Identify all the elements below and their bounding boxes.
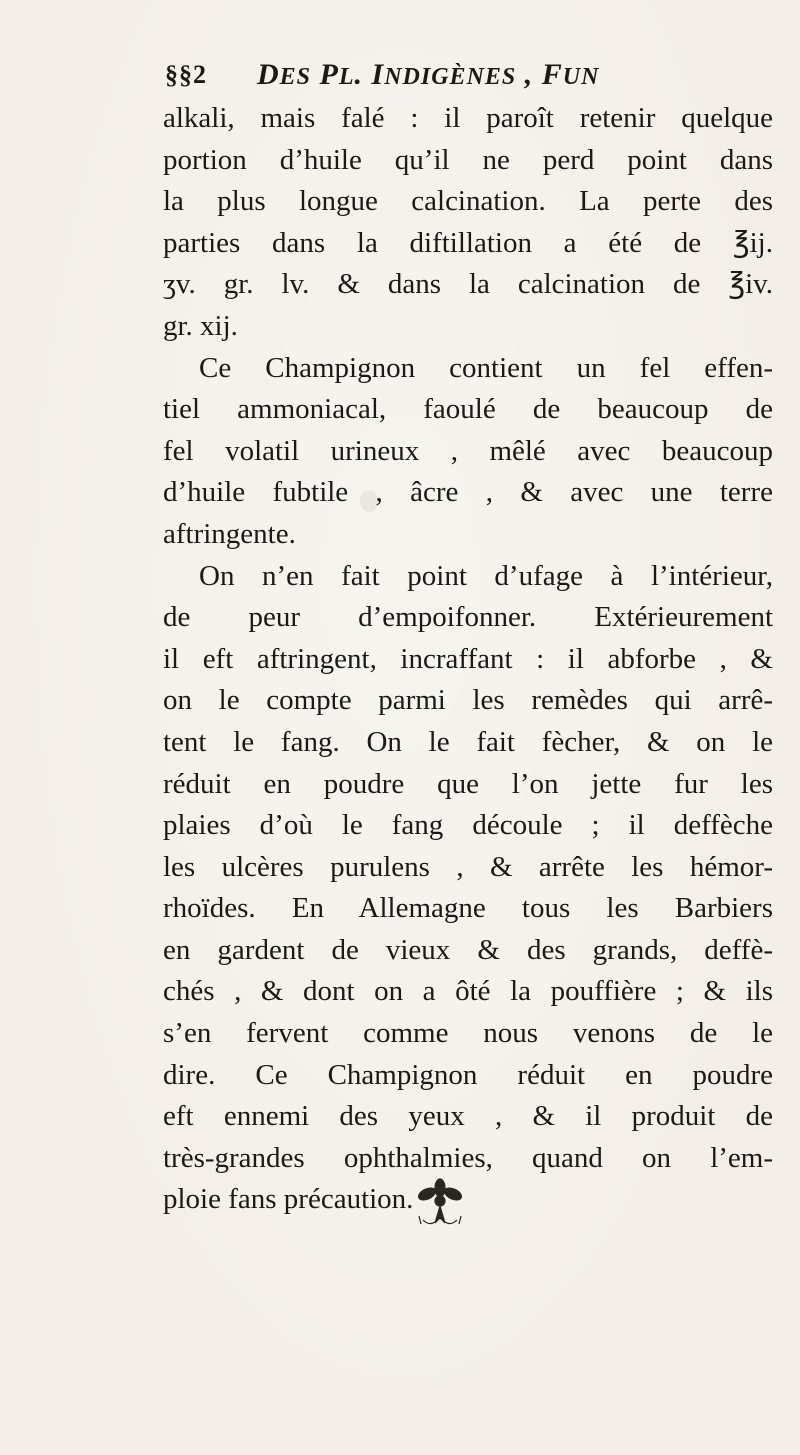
running-title: [257, 58, 599, 92]
body-text: [163, 98, 773, 1221]
title-part: D: [257, 58, 280, 91]
text-line: Ce Champignon contient un fel effen-: [199, 351, 773, 384]
text-line: On n’en fait point d’ufage à l’intérieur,: [199, 559, 773, 592]
text-line: ploie fans précaution.: [163, 1183, 414, 1216]
text-line: eft ennemi des yeux , & il produit de: [163, 1100, 773, 1133]
text-line: gr. xij.: [163, 309, 238, 342]
title-part: ES: [279, 64, 312, 90]
text-line: il eft aftringent, incraffant : il abforbe , &: [163, 642, 773, 675]
text-line: rhoïdes. En Allemagne tous les Barbiers: [163, 892, 773, 925]
page-number: §§2: [165, 60, 207, 89]
text-line: les ulcères purulens , & arrête les hémor-: [163, 850, 773, 883]
text-line: d’huile fubtile , âcre , & avec une terre: [163, 476, 773, 509]
text-line: plaies d’où le fang découle ; il deffèche: [163, 809, 773, 842]
text-line: la plus longue calcination. La perte des: [163, 185, 773, 218]
title-part: . I: [354, 58, 385, 91]
text-line: parties dans la diftillation a été de ℥ij.: [163, 226, 773, 259]
text-line: portion d’huile qu’il ne perd point dans: [163, 143, 773, 176]
running-header: [165, 58, 765, 98]
text-line: en gardent de vieux & des grands, deffè-: [163, 933, 773, 966]
title-part: F: [541, 58, 563, 91]
text-line: chés , & dont on a ôté la pouffière ; & ils: [163, 975, 773, 1008]
title-part: L: [338, 64, 355, 90]
text-line: fel volatil urineux , mêlé avec beaucoup: [163, 434, 773, 467]
text-line: dire. Ce Champignon réduit en poudre: [163, 1058, 773, 1091]
fleuron-ornament-icon: [405, 1168, 475, 1238]
text-line: tiel ammoniacal, faoulé de beaucoup de: [163, 393, 773, 426]
text-line: alkali, mais falé : il paroît retenir quelque: [163, 102, 773, 134]
text-line: réduit en poudre que l’on jette fur les: [163, 767, 773, 800]
title-part: P: [311, 58, 339, 91]
text-line: aftringente.: [163, 517, 296, 550]
text-line: très-grandes ophthalmies, quand on l’em-: [163, 1141, 773, 1174]
title-part: NDIGÈNES: [384, 64, 517, 90]
text-line: tent le fang. On le fait fècher, & on le: [163, 725, 773, 758]
text-line: de peur d’empoifonner. Extérieurement: [163, 601, 773, 634]
title-part: U: [562, 64, 582, 90]
title-part: ,: [516, 58, 542, 91]
text-line: on le compte parmi les remèdes qui arrê-: [163, 684, 773, 717]
text-line: s’en fervent comme nous venons de le: [163, 1017, 773, 1050]
title-part: N: [581, 64, 600, 90]
text-line: ʒv. gr. lv. & dans la calcination de ℥iv.: [163, 268, 773, 301]
